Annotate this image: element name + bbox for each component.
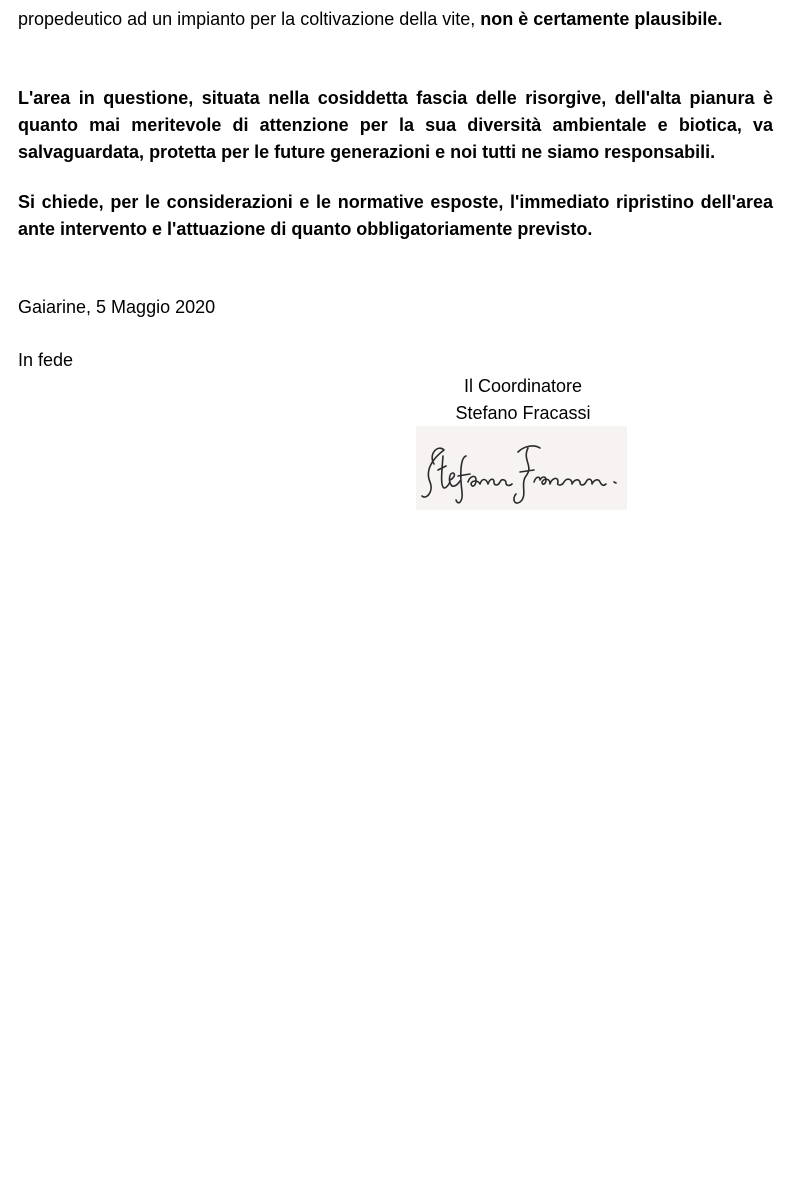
- paragraph-vineyard-text: propedeutico ad un impianto per la coltivazione della vite,: [18, 9, 481, 29]
- signature-drawing: [416, 426, 627, 510]
- signer-role: Il Coordinatore: [463, 376, 583, 396]
- paragraph-request: Si chiede, per le considerazioni e le normative esposte, l'immediato ripristino dell'area ante intervento e l'attuazione di quanto obbligatoriamente previsto.: [18, 192, 773, 239]
- paragraph-vineyard: [18, 6, 773, 33]
- paragraph-area: L'area in questione, situata nella cosiddetta fascia delle risorgive, dell'alta pianura è quanto mai meritevole di attenzione per la sua diversità ambientale e biotica, va salvaguardata, protetta per le future generazioni e noi tutti ne siamo responsabili.: [18, 88, 773, 162]
- handwritten-signature: [416, 426, 627, 510]
- place-date: Gaiarine, 5 Maggio 2020: [18, 297, 216, 317]
- closing-text: In fede: [18, 350, 74, 370]
- signer-name: Stefano Fracassi: [455, 403, 591, 423]
- paragraph-vineyard-emphasis: non è certamente plausibile.: [480, 9, 723, 29]
